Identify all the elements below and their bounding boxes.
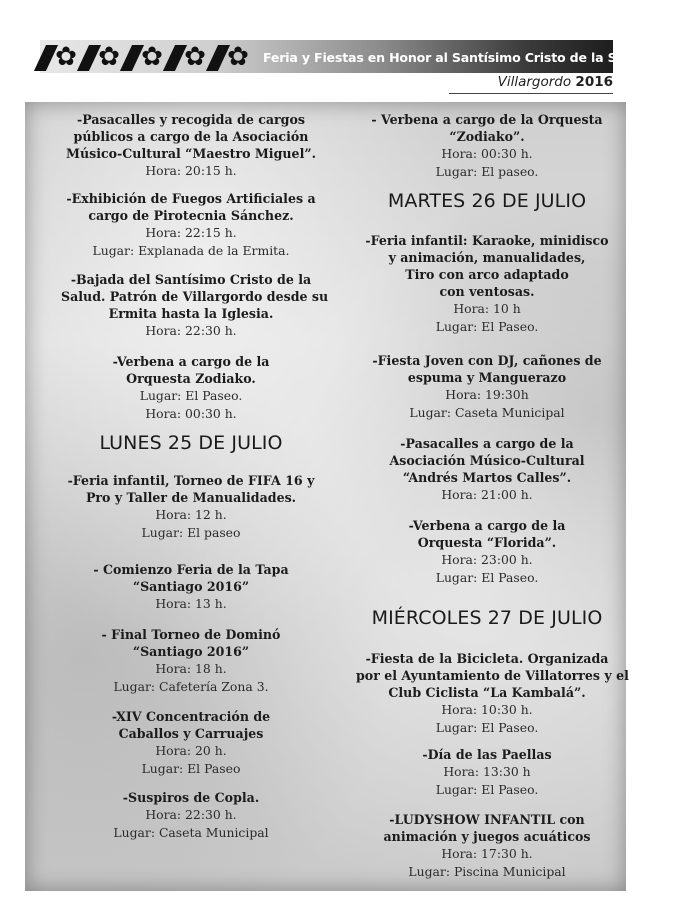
event-time: Hora: 22:30 h. <box>145 323 237 338</box>
header-subtitle <box>498 74 613 90</box>
event-title-line: -Verbena a cargo de la <box>112 354 270 369</box>
event-item <box>61 271 329 340</box>
event-location: Lugar: El Paseo <box>141 760 241 776</box>
event-location: Lugar: El paseo <box>141 524 241 540</box>
event-title-line: - Final Torneo de Dominó <box>101 627 281 642</box>
event-title-line: y animación, manualidades, <box>388 250 586 265</box>
event-location: Lugar: El paseo. <box>435 163 539 179</box>
event-time: Hora: 19:30h <box>445 387 529 402</box>
event-title-line: “Zodiako”. <box>449 129 525 144</box>
event-location: Lugar: El Paseo. <box>435 569 539 585</box>
event-title-line: por el Ayuntamiento de Villatorres y el <box>356 668 629 683</box>
event-time: Hora: 10:30 h. <box>441 702 533 717</box>
event-title-line: -Verbena a cargo de la <box>408 518 566 533</box>
event-time: Hora: 22:30 h. <box>145 807 237 822</box>
day-heading: MIÉRCOLES 27 DE JULIO <box>371 607 603 629</box>
event-title-line: “Santiago 2016” <box>132 579 250 594</box>
subtitle-divider <box>449 93 613 94</box>
event-title-line: espuma y Manguerazo <box>407 370 567 385</box>
event-location: Lugar: El Paseo. <box>435 719 539 735</box>
event-item <box>356 650 629 736</box>
event-item <box>61 111 321 180</box>
event-title-line: Ermita hasta la Iglesia. <box>108 306 274 321</box>
event-item <box>356 517 618 586</box>
day-heading: MARTES 26 DE JULIO <box>387 190 587 212</box>
event-title-line: Club Ciclista “La Kambalá”. <box>388 685 586 700</box>
event-time: Hora: 18 h. <box>155 661 227 676</box>
event-location: Lugar: El Paseo. <box>139 388 243 403</box>
event-title-line: -Fiesta Joven con DJ, cañones de <box>372 353 602 368</box>
event-title-line: -Feria infantil, Torneo de FIFA 16 y <box>67 473 315 488</box>
event-title-line: -Feria infantil: Karaoke, minidisco <box>365 233 609 248</box>
event-item <box>356 232 618 335</box>
event-location: Lugar: Caseta Municipal <box>113 824 269 840</box>
event-item <box>61 561 321 613</box>
event-location: Lugar: Piscina Municipal <box>408 863 566 879</box>
event-time: Hora: 10 h <box>453 301 521 316</box>
event-item <box>356 746 618 798</box>
event-time: Hora: 00:30 h. <box>441 146 533 161</box>
page-number: 49 <box>649 47 673 67</box>
event-time: Hora: 21:00 h. <box>441 487 533 502</box>
event-title-line: -Suspiros de Copla. <box>122 790 260 805</box>
event-title-line: -Pasacalles y recogida de cargos <box>77 112 305 127</box>
running-header <box>263 43 673 71</box>
event-location: Lugar: Caseta Municipal <box>409 404 565 420</box>
event-time: Hora: 13:30 h <box>443 764 531 779</box>
event-item <box>356 811 618 880</box>
event-title-line: Músico-Cultural “Maestro Miguel”. <box>66 146 316 161</box>
event-time: Hora: 20 h. <box>155 743 227 758</box>
event-title-line: - Comienzo Feria de la Tapa <box>93 562 289 577</box>
event-item <box>356 352 618 421</box>
event-title-line: Pro y Taller de Manualidades. <box>85 490 297 505</box>
event-time: Hora: 13 h. <box>155 596 227 611</box>
event-title-line: animación y juegos acuáticos <box>383 829 591 844</box>
event-title-line: Tiro con arco adaptado <box>405 267 569 282</box>
event-title-line: -Bajada del Santísimo Cristo de la <box>70 272 312 287</box>
event-title-line: Orquesta Zodiako. <box>126 371 256 386</box>
event-title-line: Salud. Patrón de Villargordo desde su <box>61 289 329 304</box>
event-time: Hora: 22:15 h. <box>145 225 237 240</box>
event-title-line: -Exhibición de Fuegos Artificiales a <box>66 191 316 206</box>
header-title: Feria y Fiestas en Honor al Santísimo Cristo de la Salud <box>263 50 647 65</box>
event-title-line: -Día de las Paellas <box>422 747 552 762</box>
event-title-line: Asociación Músico-Cultural <box>389 453 585 468</box>
event-location: Lugar: El Paseo. <box>435 318 539 334</box>
event-title-line: Caballos y Carruajes <box>118 726 264 741</box>
event-item <box>356 435 618 504</box>
event-title-line: “Santiago 2016” <box>132 644 250 659</box>
event-title-line: -LUDYSHOW INFANTIL con <box>389 812 585 827</box>
event-title-line: -Fiesta de la Bicicleta. Organizada <box>365 651 609 666</box>
event-title-line: - Verbena a cargo de la Orquesta <box>371 112 603 127</box>
event-location: Lugar: Explanada de la Ermita. <box>92 242 290 258</box>
event-time: Hora: 17:30 h. <box>441 846 533 861</box>
event-title-line: públicos a cargo de la Asociación <box>73 129 309 144</box>
day-heading: LUNES 25 DE JULIO <box>99 432 283 454</box>
event-time: Hora: 23:00 h. <box>441 552 533 567</box>
event-item <box>61 472 321 541</box>
event-time: Hora: 12 h. <box>155 507 227 522</box>
event-item <box>61 789 321 841</box>
event-item <box>61 353 321 422</box>
subtitle-place: Villargordo <box>497 74 572 90</box>
event-item <box>356 111 618 180</box>
event-time: Hora: 00:30 h. <box>145 405 237 421</box>
event-item <box>61 626 321 695</box>
event-title-line: -Pasacalles a cargo de la <box>400 436 574 451</box>
event-title-line: cargo de Pirotecnia Sánchez. <box>88 208 294 223</box>
event-item <box>61 190 321 259</box>
subtitle-year: 2016 <box>575 74 613 90</box>
event-title-line: “Andrés Martos Calles”. <box>402 470 572 485</box>
event-title-line: con ventosas. <box>439 284 535 299</box>
program-panel <box>25 102 629 891</box>
event-location: Lugar: El Paseo. <box>435 781 539 797</box>
event-item <box>61 708 321 777</box>
event-location: Lugar: Cafetería Zona 3. <box>113 678 269 694</box>
event-title-line: -XIV Concentración de <box>111 709 271 724</box>
floral-border-icon: ✿ ✿ ✿ ✿ ✿ <box>40 40 258 73</box>
event-title-line: Orquesta “Florida”. <box>417 535 557 550</box>
event-time: Hora: 20:15 h. <box>145 163 237 178</box>
